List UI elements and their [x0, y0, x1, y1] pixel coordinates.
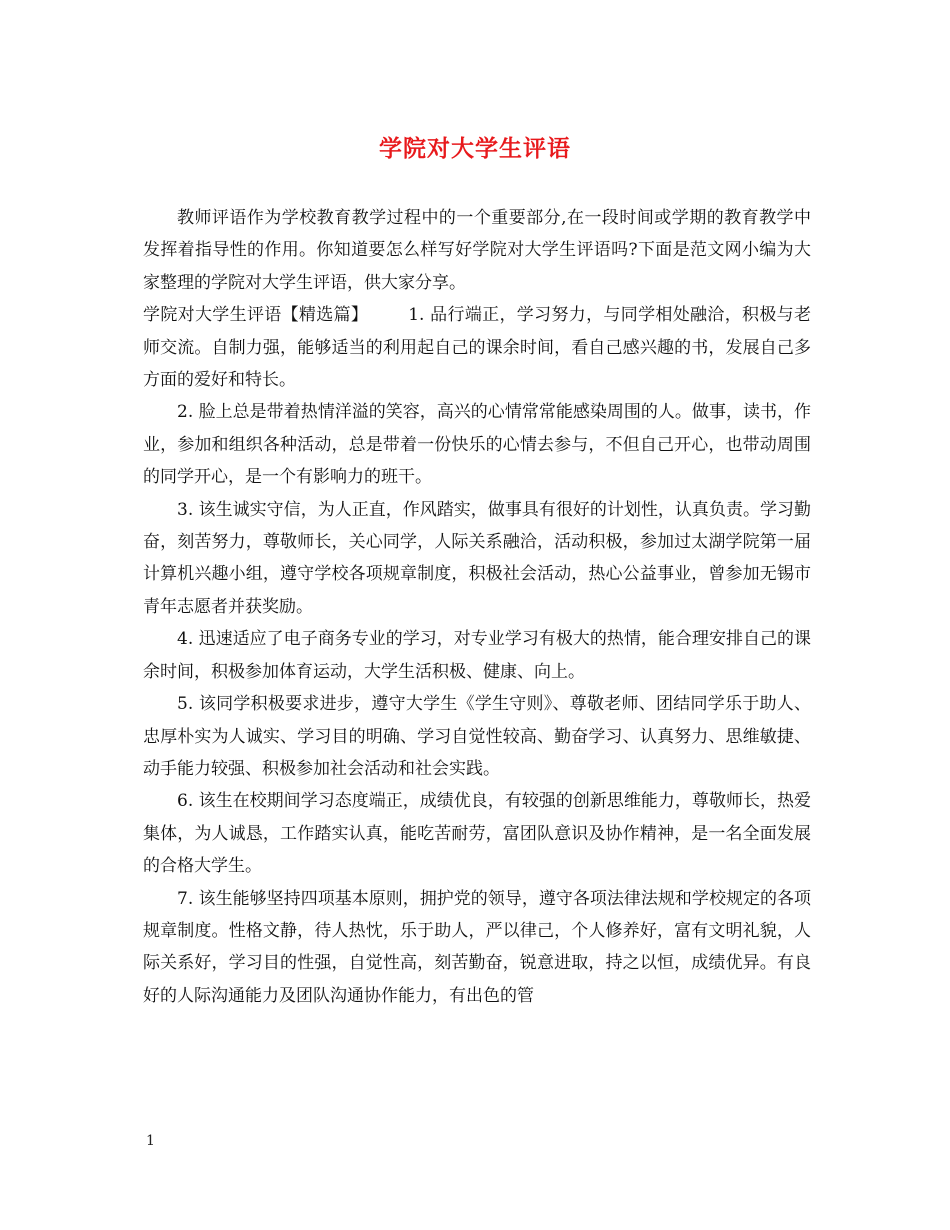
document-body [143, 202, 811, 1012]
page-number: 1 [146, 1133, 155, 1149]
document-title: 学院对大学生评语 [379, 135, 571, 162]
list-item: 1. 品行端正，学习努力，与同学相处融洽，积极与老师交流。自制力强，能够适当的利用起自己的课余时间，看自己感兴趣的书，发展自己多方面的爱好和特长。 [143, 305, 812, 391]
list-item: 4. 迅速适应了电子商务专业的学习，对专业学习有极大的热情，能合理安排自己的课余时间，积极参加体育运动，大学生活积极、健康、向上。 [143, 629, 811, 682]
section-paragraph [143, 299, 811, 396]
list-item: 7. 该生能够坚持四项基本原则，拥护党的领导，遵守各项法律法规和学校规定的各项规章制度。性格文静，待人热忱，乐于助人，严以律己，个人修养好，富有文明礼貌，人际关系好，学习目的性强，自觉性高，刻苦勤奋，锐意进取，持之以恒，成绩优异。有良好的人际沟通能力及团队沟通协作能力，有出色的管 [143, 888, 811, 1006]
intro-paragraph: 教师评语作为学校教育教学过程中的一个重要部分,在一段时间或学期的教育教学中发挥着指导性的作用。你知道要怎么样写好学院对大学生评语吗?下面是范文网小编为大家整理的学院对大学生评语，供大家分享。 [143, 208, 811, 293]
list-item: 2. 脸上总是带着热情洋溢的笑容，高兴的心情常常能感染周围的人。做事，读书，作业，参加和组织各种活动，总是带着一份快乐的心情去参与，不但自己开心，也带动周围的同学开心，是一个有影响力的班干。 [143, 402, 811, 488]
list-item: 5. 该同学积极要求进步，遵守大学生《学生守则》、尊敬老师、团结同学乐于助人、忠厚朴实为人诚实、学习目的明确、学习自觉性较高、勤奋学习、认真努力、思维敏捷、动手能力较强、积极参加社会活动和社会实践。 [143, 694, 811, 779]
section-heading: 学院对大学生评语【精选篇】 [143, 305, 369, 326]
list-item: 6. 该生在校期间学习态度端正，成绩优良，有较强的创新思维能力，尊敬师长，热爱集体，为人诚恳，工作踏实认真，能吃苦耐劳，富团队意识及协作精神，是一名全面发展的合格大学生。 [143, 791, 811, 877]
list-item: 3. 该生诚实守信，为人正直，作风踏实，做事具有很好的计划性，认真负责。学习勤奋，刻苦努力，尊敬师长，关心同学，人际关系融洽，活动积极，参加过太湖学院第一届计算机兴趣小组，遵守学校各项规章制度，积极社会活动，热心公益事业，曾参加无锡市青年志愿者并获奖励。 [143, 499, 811, 617]
